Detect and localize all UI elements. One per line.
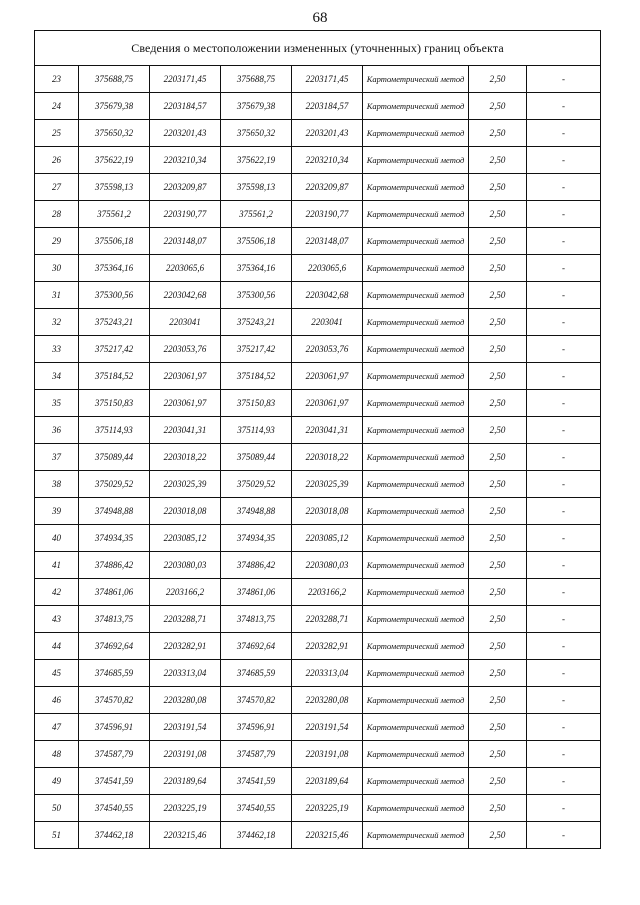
refined-y-cell: 2203280,08 — [292, 687, 363, 714]
refined-x-cell: 375688,75 — [221, 66, 292, 93]
refined-x-cell: 374596,91 — [221, 714, 292, 741]
existing-y-cell: 2203282,91 — [150, 633, 221, 660]
table-row — [35, 282, 601, 309]
point-number-cell: 32 — [35, 309, 79, 336]
refined-y-cell: 2203209,87 — [292, 174, 363, 201]
point-number-cell: 49 — [35, 768, 79, 795]
point-number-cell: 39 — [35, 498, 79, 525]
note-cell: - — [527, 741, 601, 768]
table-row — [35, 93, 601, 120]
method-cell: Картометрический метод — [363, 282, 469, 309]
note-cell: - — [527, 282, 601, 309]
note-cell: - — [527, 390, 601, 417]
existing-x-cell: 375184,52 — [79, 363, 150, 390]
note-cell: - — [527, 66, 601, 93]
note-cell: - — [527, 633, 601, 660]
point-number-cell: 42 — [35, 579, 79, 606]
accuracy-cell: 2,50 — [469, 795, 527, 822]
point-number-cell: 46 — [35, 687, 79, 714]
existing-x-cell: 374948,88 — [79, 498, 150, 525]
existing-x-cell: 375114,93 — [79, 417, 150, 444]
accuracy-cell: 2,50 — [469, 228, 527, 255]
note-cell: - — [527, 471, 601, 498]
existing-y-cell: 2203184,57 — [150, 93, 221, 120]
method-cell: Картометрический метод — [363, 255, 469, 282]
existing-x-cell: 374462,18 — [79, 822, 150, 849]
refined-x-cell: 375114,93 — [221, 417, 292, 444]
note-cell: - — [527, 768, 601, 795]
refined-y-cell: 2203288,71 — [292, 606, 363, 633]
existing-y-cell: 2203313,04 — [150, 660, 221, 687]
refined-y-cell: 2203191,08 — [292, 741, 363, 768]
existing-x-cell: 374886,42 — [79, 552, 150, 579]
existing-y-cell: 2203215,46 — [150, 822, 221, 849]
point-number-cell: 44 — [35, 633, 79, 660]
existing-x-cell: 375217,42 — [79, 336, 150, 363]
refined-y-cell: 2203171,45 — [292, 66, 363, 93]
table-row — [35, 579, 601, 606]
point-number-cell: 36 — [35, 417, 79, 444]
table-row — [35, 471, 601, 498]
point-number-cell: 29 — [35, 228, 79, 255]
method-cell: Картометрический метод — [363, 714, 469, 741]
existing-x-cell: 375561,2 — [79, 201, 150, 228]
table-row — [35, 390, 601, 417]
point-number-cell: 47 — [35, 714, 79, 741]
point-number-cell: 31 — [35, 282, 79, 309]
refined-x-cell: 375300,56 — [221, 282, 292, 309]
table-row — [35, 687, 601, 714]
table-row — [35, 633, 601, 660]
refined-y-cell: 2203041,31 — [292, 417, 363, 444]
accuracy-cell: 2,50 — [469, 336, 527, 363]
existing-x-cell: 374934,35 — [79, 525, 150, 552]
method-cell: Картометрический метод — [363, 120, 469, 147]
refined-x-cell: 374948,88 — [221, 498, 292, 525]
existing-y-cell: 2203025,39 — [150, 471, 221, 498]
refined-x-cell: 375029,52 — [221, 471, 292, 498]
existing-y-cell: 2203018,22 — [150, 444, 221, 471]
note-cell: - — [527, 417, 601, 444]
table-row — [35, 768, 601, 795]
method-cell: Картометрический метод — [363, 552, 469, 579]
accuracy-cell: 2,50 — [469, 714, 527, 741]
page-number: 68 — [312, 10, 328, 26]
refined-y-cell: 2203190,77 — [292, 201, 363, 228]
table-row — [35, 363, 601, 390]
refined-y-cell: 2203042,68 — [292, 282, 363, 309]
point-number-cell: 35 — [35, 390, 79, 417]
refined-x-cell: 374587,79 — [221, 741, 292, 768]
point-number-cell: 38 — [35, 471, 79, 498]
existing-x-cell: 375243,21 — [79, 309, 150, 336]
refined-y-cell: 2203061,97 — [292, 363, 363, 390]
accuracy-cell: 2,50 — [469, 174, 527, 201]
accuracy-cell: 2,50 — [469, 687, 527, 714]
note-cell: - — [527, 147, 601, 174]
point-number-cell: 40 — [35, 525, 79, 552]
table-row — [35, 309, 601, 336]
note-cell: - — [527, 174, 601, 201]
point-number-cell: 33 — [35, 336, 79, 363]
existing-x-cell: 374540,55 — [79, 795, 150, 822]
table-row — [35, 147, 601, 174]
accuracy-cell: 2,50 — [469, 120, 527, 147]
existing-x-cell: 374596,91 — [79, 714, 150, 741]
note-cell: - — [527, 255, 601, 282]
refined-y-cell: 2203191,54 — [292, 714, 363, 741]
refined-y-cell: 2203018,08 — [292, 498, 363, 525]
table-row — [35, 66, 601, 93]
point-number-cell: 24 — [35, 93, 79, 120]
refined-y-cell: 2203215,46 — [292, 822, 363, 849]
refined-x-cell: 375089,44 — [221, 444, 292, 471]
refined-x-cell: 375622,19 — [221, 147, 292, 174]
point-number-cell: 34 — [35, 363, 79, 390]
refined-x-cell: 375150,83 — [221, 390, 292, 417]
point-number-cell: 27 — [35, 174, 79, 201]
existing-x-cell: 375622,19 — [79, 147, 150, 174]
method-cell: Картометрический метод — [363, 795, 469, 822]
existing-y-cell: 2203041 — [150, 309, 221, 336]
method-cell: Картометрический метод — [363, 768, 469, 795]
method-cell: Картометрический метод — [363, 336, 469, 363]
method-cell: Картометрический метод — [363, 201, 469, 228]
existing-x-cell: 375506,18 — [79, 228, 150, 255]
existing-y-cell: 2203065,6 — [150, 255, 221, 282]
accuracy-cell: 2,50 — [469, 417, 527, 444]
method-cell: Картометрический метод — [363, 93, 469, 120]
accuracy-cell: 2,50 — [469, 579, 527, 606]
table-row — [35, 336, 601, 363]
accuracy-cell: 2,50 — [469, 201, 527, 228]
existing-y-cell: 2203191,08 — [150, 741, 221, 768]
refined-y-cell: 2203053,76 — [292, 336, 363, 363]
table-row — [35, 498, 601, 525]
table-row — [35, 714, 601, 741]
accuracy-cell: 2,50 — [469, 741, 527, 768]
refined-y-cell: 2203225,19 — [292, 795, 363, 822]
table-row — [35, 228, 601, 255]
accuracy-cell: 2,50 — [469, 93, 527, 120]
existing-x-cell: 375650,32 — [79, 120, 150, 147]
existing-y-cell: 2203189,64 — [150, 768, 221, 795]
method-cell: Картометрический метод — [363, 309, 469, 336]
method-cell: Картометрический метод — [363, 606, 469, 633]
existing-y-cell: 2203148,07 — [150, 228, 221, 255]
accuracy-cell: 2,50 — [469, 282, 527, 309]
table-row — [35, 552, 601, 579]
table-row — [35, 174, 601, 201]
accuracy-cell: 2,50 — [469, 498, 527, 525]
existing-x-cell: 374570,82 — [79, 687, 150, 714]
method-cell: Картометрический метод — [363, 417, 469, 444]
existing-y-cell: 2203225,19 — [150, 795, 221, 822]
accuracy-cell: 2,50 — [469, 309, 527, 336]
refined-y-cell: 2203025,39 — [292, 471, 363, 498]
refined-x-cell: 374685,59 — [221, 660, 292, 687]
method-cell: Картометрический метод — [363, 525, 469, 552]
existing-y-cell: 2203061,97 — [150, 390, 221, 417]
refined-y-cell: 2203282,91 — [292, 633, 363, 660]
accuracy-cell: 2,50 — [469, 444, 527, 471]
existing-x-cell: 375089,44 — [79, 444, 150, 471]
refined-x-cell: 374886,42 — [221, 552, 292, 579]
point-number-cell: 51 — [35, 822, 79, 849]
note-cell: - — [527, 714, 601, 741]
refined-x-cell: 374541,59 — [221, 768, 292, 795]
refined-x-cell: 374813,75 — [221, 606, 292, 633]
method-cell: Картометрический метод — [363, 633, 469, 660]
existing-y-cell: 2203080,03 — [150, 552, 221, 579]
existing-y-cell: 2203053,76 — [150, 336, 221, 363]
existing-y-cell: 2203210,34 — [150, 147, 221, 174]
method-cell: Картометрический метод — [363, 687, 469, 714]
accuracy-cell: 2,50 — [469, 606, 527, 633]
existing-x-cell: 374861,06 — [79, 579, 150, 606]
refined-y-cell: 2203065,6 — [292, 255, 363, 282]
note-cell: - — [527, 687, 601, 714]
point-number-cell: 50 — [35, 795, 79, 822]
method-cell: Картометрический метод — [363, 390, 469, 417]
refined-x-cell: 374570,82 — [221, 687, 292, 714]
point-number-cell: 37 — [35, 444, 79, 471]
refined-y-cell: 2203189,64 — [292, 768, 363, 795]
table-row — [35, 444, 601, 471]
method-cell: Картометрический метод — [363, 444, 469, 471]
note-cell: - — [527, 660, 601, 687]
refined-x-cell: 375217,42 — [221, 336, 292, 363]
note-cell: - — [527, 336, 601, 363]
note-cell: - — [527, 309, 601, 336]
accuracy-cell: 2,50 — [469, 363, 527, 390]
method-cell: Картометрический метод — [363, 228, 469, 255]
point-number-cell: 30 — [35, 255, 79, 282]
accuracy-cell: 2,50 — [469, 660, 527, 687]
existing-y-cell: 2203191,54 — [150, 714, 221, 741]
refined-y-cell: 2203210,34 — [292, 147, 363, 174]
note-cell: - — [527, 795, 601, 822]
point-number-cell: 48 — [35, 741, 79, 768]
accuracy-cell: 2,50 — [469, 822, 527, 849]
refined-y-cell: 2203041 — [292, 309, 363, 336]
method-cell: Картометрический метод — [363, 822, 469, 849]
boundaries-table — [34, 30, 601, 849]
table-row — [35, 660, 601, 687]
note-cell: - — [527, 525, 601, 552]
table-row — [35, 606, 601, 633]
note-cell: - — [527, 93, 601, 120]
note-cell: - — [527, 579, 601, 606]
accuracy-cell: 2,50 — [469, 471, 527, 498]
method-cell: Картометрический метод — [363, 579, 469, 606]
point-number-cell: 25 — [35, 120, 79, 147]
table-row — [35, 417, 601, 444]
accuracy-cell: 2,50 — [469, 390, 527, 417]
table-row — [35, 120, 601, 147]
table-row — [35, 822, 601, 849]
method-cell: Картометрический метод — [363, 471, 469, 498]
refined-x-cell: 375243,21 — [221, 309, 292, 336]
table-body — [35, 66, 601, 849]
method-cell: Картометрический метод — [363, 147, 469, 174]
note-cell: - — [527, 228, 601, 255]
refined-y-cell: 2203148,07 — [292, 228, 363, 255]
existing-x-cell: 375688,75 — [79, 66, 150, 93]
existing-y-cell: 2203018,08 — [150, 498, 221, 525]
existing-y-cell: 2203288,71 — [150, 606, 221, 633]
refined-y-cell: 2203085,12 — [292, 525, 363, 552]
note-cell: - — [527, 120, 601, 147]
existing-y-cell: 2203166,2 — [150, 579, 221, 606]
method-cell: Картометрический метод — [363, 363, 469, 390]
point-number-cell: 43 — [35, 606, 79, 633]
existing-x-cell: 375679,38 — [79, 93, 150, 120]
note-cell: - — [527, 552, 601, 579]
point-number-cell: 26 — [35, 147, 79, 174]
existing-y-cell: 2203085,12 — [150, 525, 221, 552]
accuracy-cell: 2,50 — [469, 633, 527, 660]
point-number-cell: 23 — [35, 66, 79, 93]
refined-x-cell: 375184,52 — [221, 363, 292, 390]
existing-x-cell: 374541,59 — [79, 768, 150, 795]
existing-y-cell: 2203209,87 — [150, 174, 221, 201]
refined-x-cell: 375364,16 — [221, 255, 292, 282]
refined-x-cell: 374861,06 — [221, 579, 292, 606]
existing-x-cell: 374685,59 — [79, 660, 150, 687]
method-cell: Картометрический метод — [363, 174, 469, 201]
refined-x-cell: 375650,32 — [221, 120, 292, 147]
boundaries-table-container — [34, 30, 600, 849]
method-cell: Картометрический метод — [363, 498, 469, 525]
accuracy-cell: 2,50 — [469, 147, 527, 174]
existing-y-cell: 2203042,68 — [150, 282, 221, 309]
point-number-cell: 45 — [35, 660, 79, 687]
method-cell: Картометрический метод — [363, 66, 469, 93]
note-cell: - — [527, 444, 601, 471]
refined-y-cell: 2203166,2 — [292, 579, 363, 606]
refined-x-cell: 374540,55 — [221, 795, 292, 822]
existing-y-cell: 2203280,08 — [150, 687, 221, 714]
refined-x-cell: 374692,64 — [221, 633, 292, 660]
existing-y-cell: 2203061,97 — [150, 363, 221, 390]
table-row — [35, 795, 601, 822]
existing-y-cell: 2203190,77 — [150, 201, 221, 228]
refined-x-cell: 375679,38 — [221, 93, 292, 120]
table-row — [35, 741, 601, 768]
existing-y-cell: 2203041,31 — [150, 417, 221, 444]
existing-x-cell: 375364,16 — [79, 255, 150, 282]
point-number-cell: 28 — [35, 201, 79, 228]
refined-x-cell: 375561,2 — [221, 201, 292, 228]
existing-x-cell: 375029,52 — [79, 471, 150, 498]
existing-x-cell: 375300,56 — [79, 282, 150, 309]
note-cell: - — [527, 498, 601, 525]
accuracy-cell: 2,50 — [469, 552, 527, 579]
note-cell: - — [527, 201, 601, 228]
accuracy-cell: 2,50 — [469, 768, 527, 795]
table-row — [35, 255, 601, 282]
table-row — [35, 201, 601, 228]
refined-y-cell: 2203061,97 — [292, 390, 363, 417]
accuracy-cell: 2,50 — [469, 525, 527, 552]
refined-y-cell: 2203313,04 — [292, 660, 363, 687]
existing-x-cell: 374587,79 — [79, 741, 150, 768]
refined-y-cell: 2203184,57 — [292, 93, 363, 120]
refined-x-cell: 374934,35 — [221, 525, 292, 552]
table-row — [35, 525, 601, 552]
point-number-cell: 41 — [35, 552, 79, 579]
existing-y-cell: 2203171,45 — [150, 66, 221, 93]
refined-y-cell: 2203201,43 — [292, 120, 363, 147]
refined-y-cell: 2203018,22 — [292, 444, 363, 471]
accuracy-cell: 2,50 — [469, 255, 527, 282]
existing-x-cell: 374692,64 — [79, 633, 150, 660]
method-cell: Картометрический метод — [363, 741, 469, 768]
accuracy-cell: 2,50 — [469, 66, 527, 93]
note-cell: - — [527, 606, 601, 633]
table-title: Сведения о местоположении измененных (уточненных) границ объекта — [35, 31, 601, 66]
existing-x-cell: 375598,13 — [79, 174, 150, 201]
refined-y-cell: 2203080,03 — [292, 552, 363, 579]
refined-x-cell: 375506,18 — [221, 228, 292, 255]
note-cell: - — [527, 822, 601, 849]
existing-x-cell: 375150,83 — [79, 390, 150, 417]
method-cell: Картометрический метод — [363, 660, 469, 687]
note-cell: - — [527, 363, 601, 390]
existing-x-cell: 374813,75 — [79, 606, 150, 633]
refined-x-cell: 374462,18 — [221, 822, 292, 849]
refined-x-cell: 375598,13 — [221, 174, 292, 201]
existing-y-cell: 2203201,43 — [150, 120, 221, 147]
